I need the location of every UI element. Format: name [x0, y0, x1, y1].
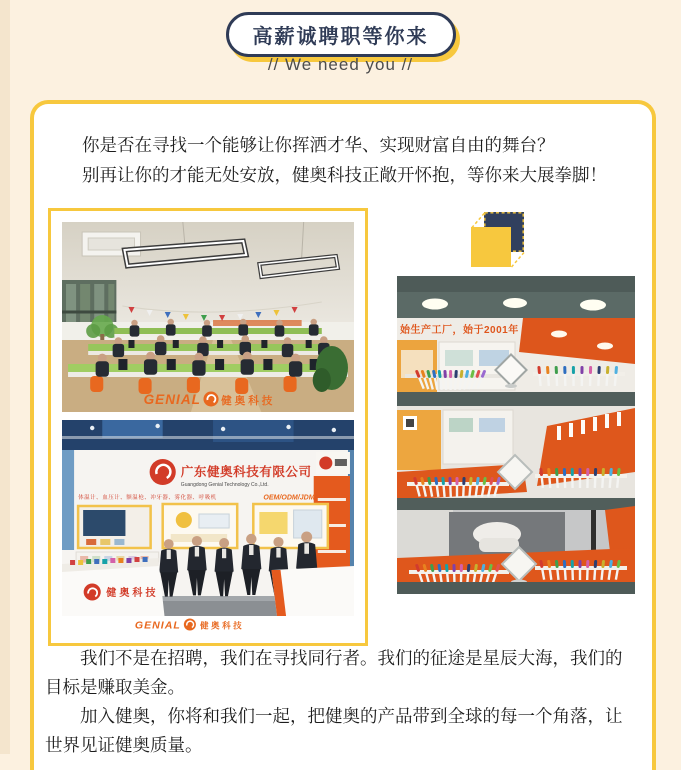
booth-company-cn: 广东健奥科技有限公司 [180, 465, 312, 479]
title-badge [226, 12, 456, 57]
page-left-edge-strip [0, 0, 10, 754]
office-photo[interactable] [62, 222, 354, 412]
content-card [30, 100, 656, 770]
showroom-wall-text: 始生产工厂，始于2001年 [400, 325, 519, 336]
showroom-photo[interactable] [397, 276, 635, 594]
booth-company-en: Guangdong Genial Technology Co.,Ltd. [180, 482, 269, 488]
intro-paragraph [82, 130, 622, 190]
showroom-photo-illustration [397, 276, 635, 594]
cube-icon [471, 212, 525, 269]
office-watermark-genial: GENIAL [143, 392, 201, 407]
office-watermark-cn: 健奥科技 [221, 395, 276, 407]
genial-red-logo-icon [84, 584, 101, 601]
booth-oem-label: OEM/ODM/JDM [263, 494, 315, 502]
booth-footer-genial: GENIAL [134, 619, 181, 632]
photo-frame [48, 208, 368, 646]
booth-products-line: 体温计、血压计、额温枪、冲牙器、雾化器、呼吸机 [78, 495, 217, 501]
booth-photo[interactable] [62, 420, 354, 632]
subtitle: // We need you // [267, 55, 414, 74]
outro-para-2: 加入健奥，你将和我们一起，把健奥的产品带到全球的每一个角落，让世界见证健奥质量。 [45, 706, 623, 755]
intro-line-1: 你是否在寻找一个能够让你挥洒才华、实现财富自由的舞台？ [82, 135, 555, 155]
booth-photo-illustration [62, 420, 354, 632]
booth-footer-cn: 健奥科技 [199, 620, 245, 631]
outro-para-1: 我们不是在招聘，我们在寻找同行者。我们的征途是星辰大海，我们的目标是赚取美金。 [45, 648, 623, 697]
outro-paragraphs [34, 644, 652, 760]
genial-red-logo-icon [150, 459, 176, 485]
intro-line-2: 别再让你的才能无处安放，健奥科技正敞开怀抱，等你来大展拳脚！ [82, 165, 607, 185]
office-photo-illustration [62, 222, 354, 412]
booth-counter-brand-text: 健奥科技 [106, 588, 159, 599]
booth-footer-logo [135, 619, 244, 632]
page-title: 高薪诚聘职等你来 [252, 26, 429, 48]
